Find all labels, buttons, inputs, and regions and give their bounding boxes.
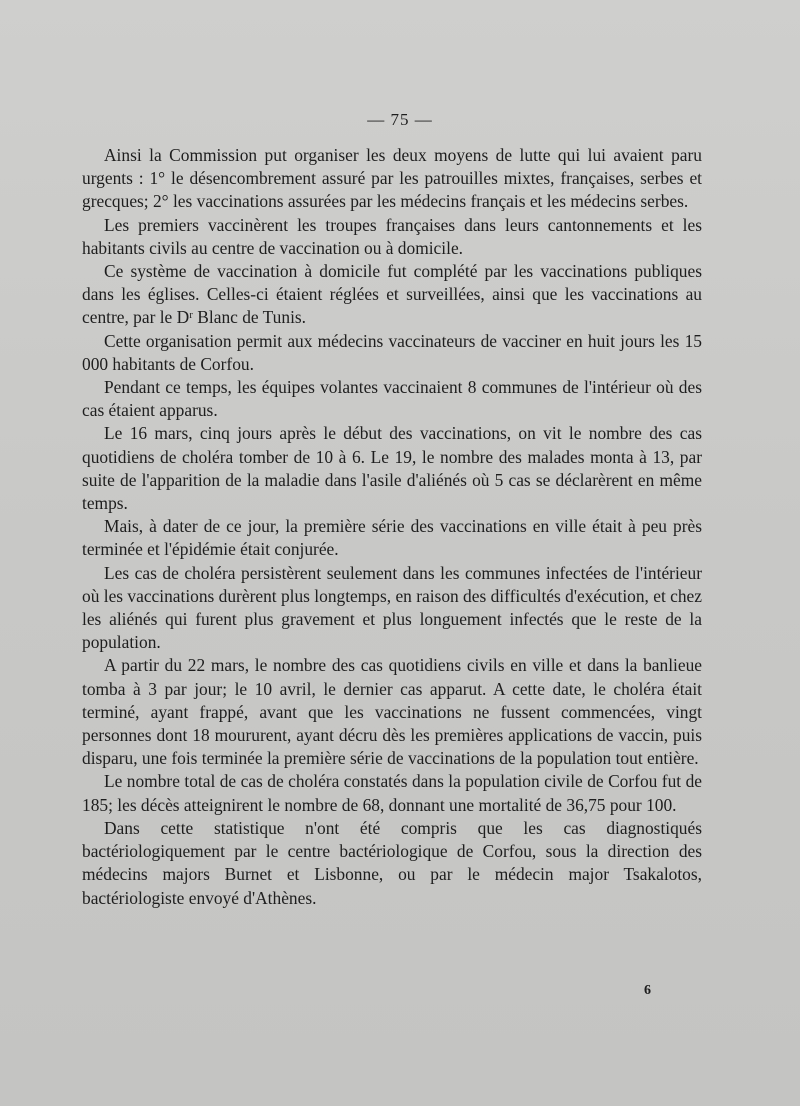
body-text <box>82 144 702 910</box>
page-number: — 75 — <box>367 110 433 129</box>
paragraph: Les premiers vaccinèrent les troupes françaises dans leurs cantonnements et les habitants civils au centre de vaccination ou à domicile. <box>82 214 702 258</box>
paragraph: Le nombre total de cas de choléra constatés dans la population civile de Corfou fut de 185; les décès atteignirent le nombre de 68, donnant une mortalité de 36,75 pour 100. <box>82 771 702 815</box>
paragraph: Ce système de vaccination à domicile fut complété par les vaccinations publiques dans les églises. Celles-ci étaient réglées et surveillées, ainsi que les vaccinations au centre, par le Dʳ Blanc de Tunis. <box>82 261 702 328</box>
paragraph: Cette organisation permit aux médecins vaccinateurs de vacciner en huit jours les 15 000 habitants de Corfou. <box>82 330 702 374</box>
paragraph: Les cas de choléra persistèrent seulement dans les communes infectées de l'intérieur où les vaccinations durèrent plus longtemps, en raison des difficultés d'exécution, et chez les aliénés qui furent plus gravement et plus longuement infectés que le reste de la population. <box>82 562 702 653</box>
paragraph: Mais, à dater de ce jour, la première série des vaccinations en ville était à peu près terminée et l'épidémie était conjurée. <box>82 516 702 560</box>
signature-mark: 6 <box>644 983 651 998</box>
paragraph: Le 16 mars, cinq jours après le début des vaccinations, on vit le nombre des cas quotidiens de choléra tomber de 10 à 6. Le 19, le nombre des malades monta à 13, par suite de l'apparition de la maladie dans l'asile d'aliénés où 5 cas se déclarèrent en même temps. <box>82 423 702 514</box>
paragraph: Dans cette statistique n'ont été compris que les cas diagnostiqués bactériologiquement par le centre bactériologique de Corfou, sous la direction des médecins majors Burnet et Lisbonne, ou par le médecin major Tsakalotos, bactériologiste envoyé d'Athènes. <box>82 817 702 908</box>
paragraph: A partir du 22 mars, le nombre des cas quotidiens civils en ville et dans la banlieue tomba à 3 par jour; le 10 avril, le dernier cas apparut. A cette date, le choléra était terminé, ayant frappé, avant que les vaccinations ne fussent commencées, vingt personnes dont 18 moururent, ayant décru dès les premières applications de vaccin, puis disparu, une fois terminée la première série de vaccinations de la population tout entière. <box>82 655 702 769</box>
paragraph: Ainsi la Commission put organiser les deux moyens de lutte qui lui avaient paru urgents : 1° le désencombrement assuré par les patrouilles mixtes, françaises, serbes et grecques; 2° les vaccinations assurées par les médecins français et les médecins serbes. <box>82 145 702 212</box>
paragraph: Pendant ce temps, les équipes volantes vaccinaient 8 communes de l'intérieur où des cas étaient apparus. <box>82 377 702 421</box>
